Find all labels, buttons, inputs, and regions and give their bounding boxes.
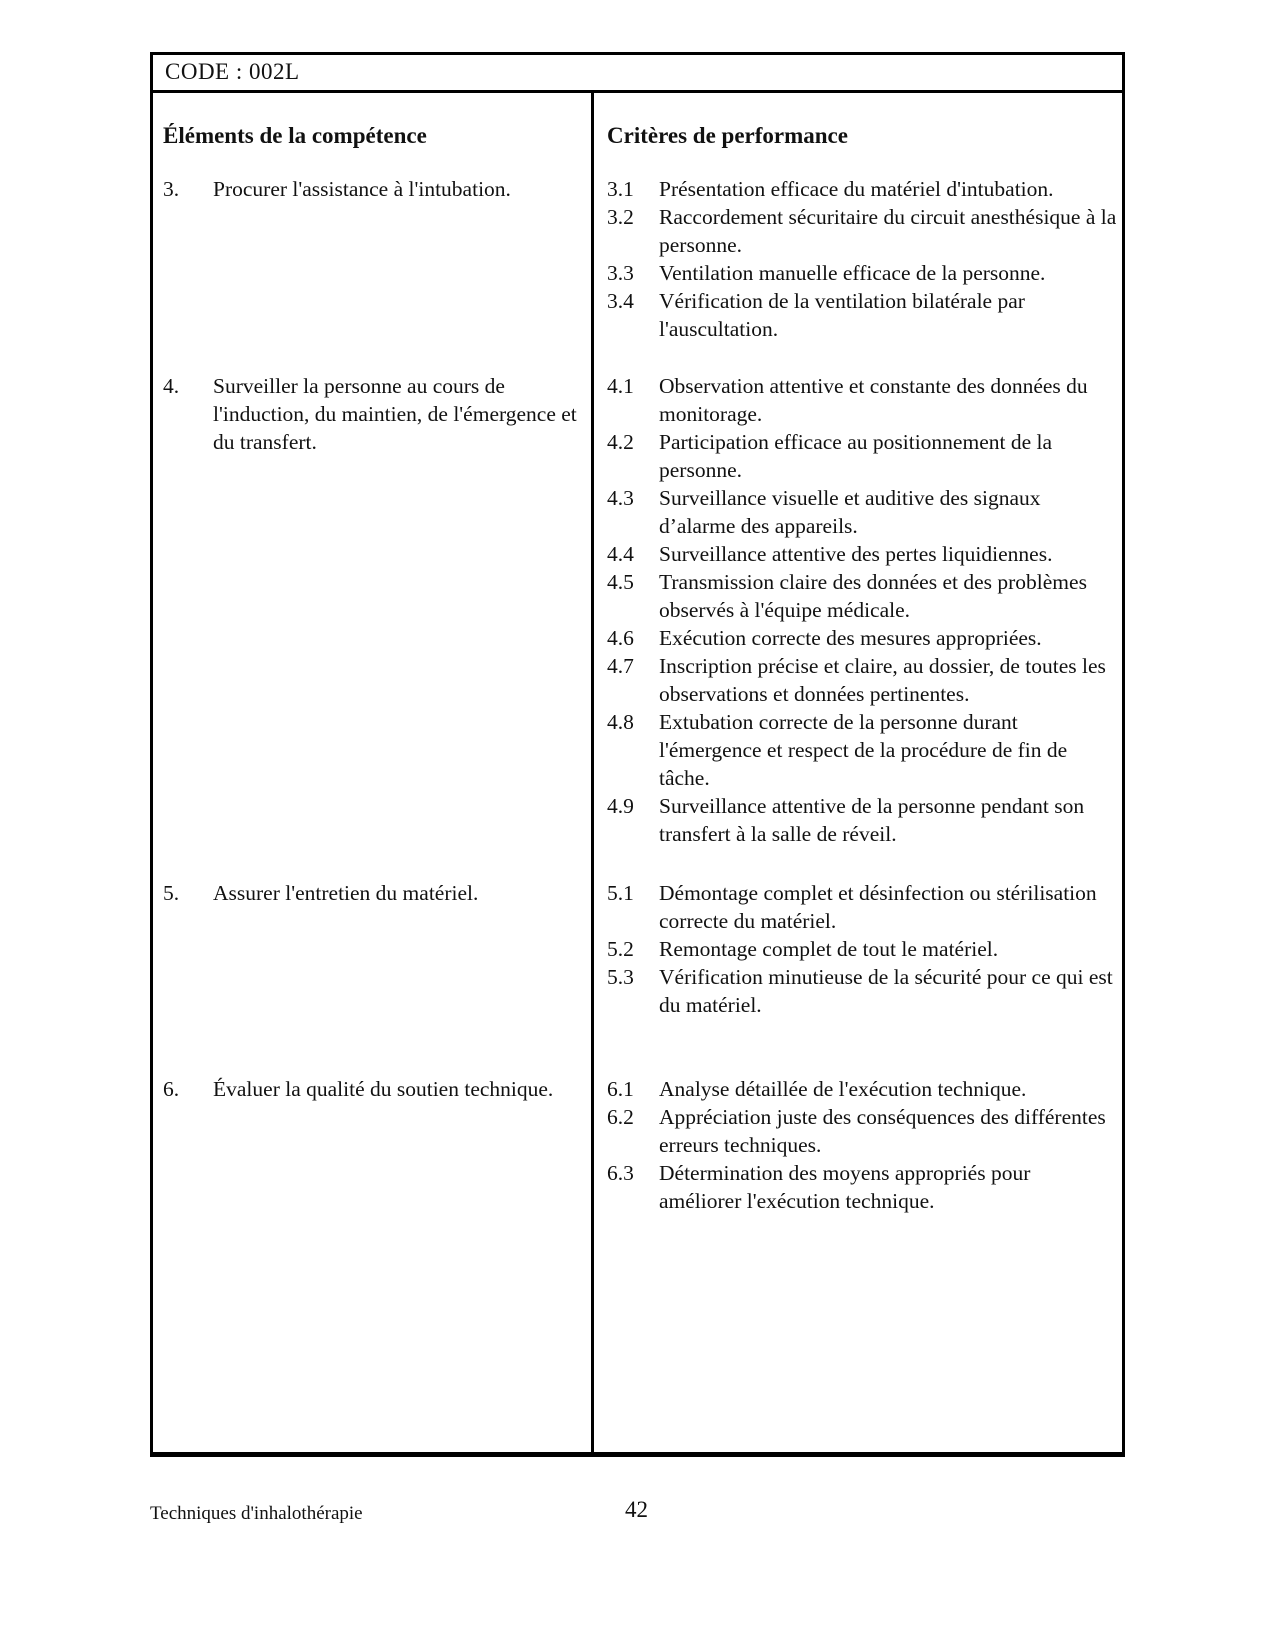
criterion-text: Surveillance visuelle et auditive des signaux d’alarme des appareils. bbox=[659, 486, 1041, 538]
criterion-text: Transmission claire des données et des problèmes observés à l'équipe médicale. bbox=[659, 570, 1087, 622]
code-row: CODE : 002L bbox=[153, 55, 1122, 93]
criterion-item bbox=[607, 203, 1117, 259]
criterion-item bbox=[607, 1075, 1117, 1103]
element-number: 5. bbox=[163, 881, 180, 905]
criterion-text: Remontage complet de tout le matériel. bbox=[659, 937, 999, 961]
criterion-text: Ventilation manuelle efficace de la personne. bbox=[659, 261, 1046, 285]
criterion-item bbox=[607, 540, 1117, 568]
criteria-header: Critères de performance bbox=[607, 123, 848, 148]
criterion-number: 3.4 bbox=[607, 289, 634, 313]
criterion-text: Vérification de la ventilation bilatérale par l'auscultation. bbox=[659, 289, 1025, 341]
criterion-item bbox=[607, 287, 1117, 343]
criterion-text: Appréciation juste des conséquences des différentes erreurs techniques. bbox=[659, 1105, 1117, 1157]
criterion-text: Inscription précise et claire, au dossier, de toutes les observations et données pertinentes. bbox=[659, 654, 1106, 706]
criterion-item bbox=[607, 428, 1117, 484]
element-number: 6. bbox=[163, 1077, 180, 1101]
criterion-item bbox=[607, 792, 1117, 848]
criteria-group-3 bbox=[607, 175, 1117, 343]
criterion-number: 5.2 bbox=[607, 937, 634, 961]
criterion-text: Analyse détaillée de l'exécution technique. bbox=[659, 1077, 1027, 1101]
criterion-number: 6.2 bbox=[607, 1105, 634, 1129]
criterion-item bbox=[607, 708, 1117, 792]
criterion-text: Démontage complet et désinfection ou stérilisation correcte du matériel. bbox=[659, 881, 1097, 933]
criterion-item bbox=[607, 372, 1117, 428]
criterion-text: Détermination des moyens appropriés pour améliorer l'exécution technique. bbox=[659, 1161, 1031, 1213]
criterion-number: 4.5 bbox=[607, 570, 634, 594]
criterion-text: Participation efficace au positionnement de la personne. bbox=[659, 430, 1053, 482]
criterion-item bbox=[607, 963, 1117, 1019]
criterion-number: 4.7 bbox=[607, 654, 634, 678]
criterion-text: Observation attentive et constante des données du monitorage. bbox=[659, 374, 1088, 426]
criteria-group-4 bbox=[607, 372, 1117, 848]
criterion-number: 6.1 bbox=[607, 1077, 634, 1101]
element-text: Surveiller la personne au cours de l'induction, du maintien, de l'émergence et du transfert. bbox=[213, 374, 577, 454]
element-number: 3. bbox=[163, 177, 180, 201]
criterion-number: 4.4 bbox=[607, 542, 634, 566]
criterion-number: 4.3 bbox=[607, 486, 634, 510]
elements-column bbox=[153, 93, 591, 1452]
criterion-number: 5.3 bbox=[607, 965, 634, 989]
criterion-item bbox=[607, 259, 1117, 287]
footer-title: Techniques d'inhalothérapie bbox=[150, 1503, 363, 1524]
competency-table bbox=[150, 52, 1125, 1457]
criterion-number: 4.1 bbox=[607, 374, 634, 398]
criterion-number: 4.2 bbox=[607, 430, 634, 454]
criterion-item bbox=[607, 1103, 1117, 1159]
criterion-item bbox=[607, 568, 1117, 624]
criterion-number: 4.6 bbox=[607, 626, 634, 650]
criterion-text: Surveillance attentive des pertes liquidiennes. bbox=[659, 542, 1053, 566]
criterion-number: 4.8 bbox=[607, 710, 634, 734]
criterion-item bbox=[607, 484, 1117, 540]
criterion-item bbox=[607, 1159, 1117, 1215]
element-item bbox=[163, 879, 583, 907]
criterion-number: 3.1 bbox=[607, 177, 634, 201]
criterion-item bbox=[607, 624, 1117, 652]
criterion-number: 3.2 bbox=[607, 205, 634, 229]
criterion-item bbox=[607, 652, 1117, 708]
criterion-number: 5.1 bbox=[607, 881, 634, 905]
elements-header: Éléments de la compétence bbox=[163, 123, 427, 148]
criterion-item bbox=[607, 175, 1117, 203]
criteria-group-5 bbox=[607, 879, 1117, 1019]
criterion-text: Raccordement sécuritaire du circuit anesthésique à la personne. bbox=[659, 205, 1117, 257]
criterion-text: Extubation correcte de la personne durant l'émergence et respect de la procédure de fin de tâche. bbox=[659, 710, 1068, 790]
criterion-item bbox=[607, 935, 1117, 963]
criterion-number: 3.3 bbox=[607, 261, 634, 285]
element-text: Assurer l'entretien du matériel. bbox=[213, 881, 479, 905]
criterion-number: 4.9 bbox=[607, 794, 634, 818]
criterion-number: 6.3 bbox=[607, 1161, 634, 1185]
criteria-column bbox=[594, 93, 1122, 1452]
element-text: Procurer l'assistance à l'intubation. bbox=[213, 177, 511, 201]
criterion-text: Exécution correcte des mesures appropriées. bbox=[659, 626, 1042, 650]
criterion-text: Présentation efficace du matériel d'intubation. bbox=[659, 177, 1054, 201]
element-number: 4. bbox=[163, 374, 180, 398]
criterion-text: Vérification minutieuse de la sécurité pour ce qui est du matériel. bbox=[659, 965, 1113, 1017]
element-item bbox=[163, 175, 583, 203]
criteria-group-6 bbox=[607, 1075, 1117, 1215]
element-item bbox=[163, 1075, 583, 1103]
criterion-item bbox=[607, 879, 1117, 935]
element-text: Évaluer la qualité du soutien technique. bbox=[213, 1077, 554, 1101]
criterion-text: Surveillance attentive de la personne pendant son transfert à la salle de réveil. bbox=[659, 794, 1085, 846]
element-item bbox=[163, 372, 583, 456]
page-number: 42 bbox=[625, 1497, 648, 1522]
